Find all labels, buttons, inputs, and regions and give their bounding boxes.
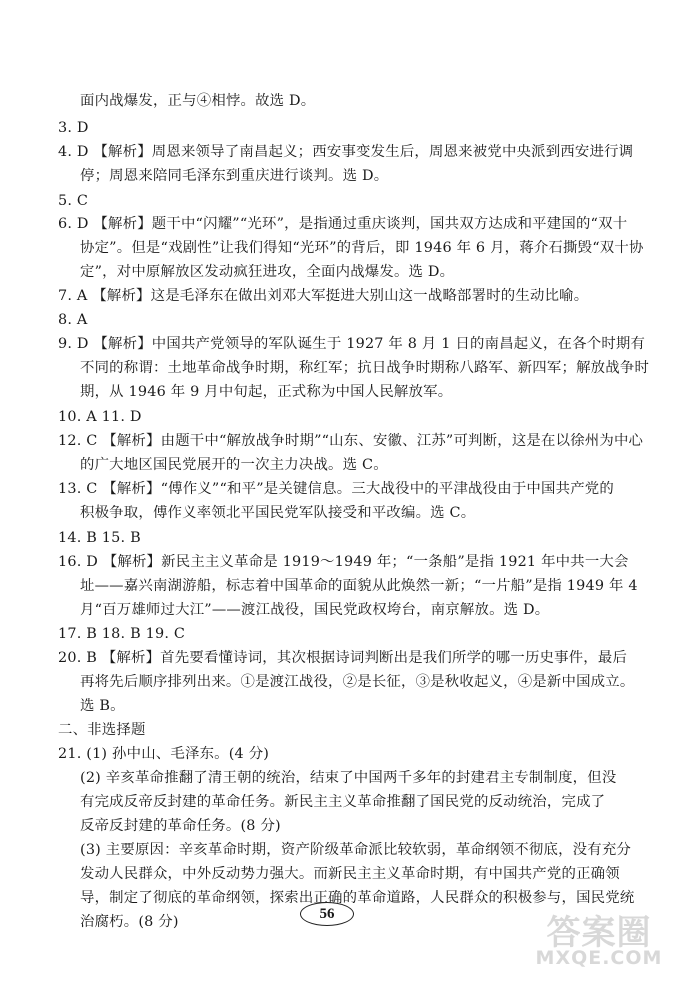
text-line: 面内战爆发，正与④相悖。故选 D。 [80, 93, 316, 109]
text-line: (2) 辛亥革命推翻了清王朝的统治，结束了中国两千多年的封建君主专制制度，但没 [80, 770, 617, 786]
watermark-logo [535, 905, 663, 971]
page-number: 56 [300, 902, 354, 926]
text-line: 址——嘉兴南湖游船，标志着中国革命的面貌从此焕然一新；“一片船”是指 1949 年 4 [80, 578, 638, 594]
text-line: 有完成反帝反封建的革命任务。新民主主义革命推翻了国民党的反动统治，完成了 [80, 794, 606, 810]
text-line: 发动人民群众，中外反动势力强大。而新民主主义革命时期，有中国共产党的正确领 [80, 866, 620, 882]
text-line: 协定”。但是“戏剧性”让我们得知“光环”的背后，即 1946 年 6 月，蒋介石撕毁“双十协 [80, 240, 644, 256]
text-line: 14. B 15. B [58, 530, 141, 546]
text-line: 的广大地区国民党展开的一次主力决战。选 C。 [80, 457, 388, 473]
section-heading: 二、非选择题 [58, 722, 146, 738]
text-line: 治腐朽。(8 分) [80, 914, 179, 930]
text-line: 8. A [58, 312, 88, 328]
text-line: 反帝反封建的革命任务。(8 分) [80, 818, 281, 834]
text-line: 9. D 【解析】中国共产党领导的军队诞生于 1927 年 8 月 1 日的南昌起义，在各个时期有 [58, 336, 646, 352]
text-line: 积极争取，傅作义率领北平国民党军队接受和平改编。选 C。 [80, 505, 476, 521]
text-line: 月“百万雄师过大江”——渡江战役，国民党政权垮台，南京解放。选 D。 [80, 602, 550, 618]
text-line: 4. D 【解析】周恩来领导了南昌起义；西安事变发生后，周恩来被党中央派到西安进行调 [58, 144, 634, 160]
text-line: 选 B。 [80, 698, 125, 714]
text-line: 6. D 【解析】题干中“闪耀”“光环”，是指通过重庆谈判，国共双方达成和平建国的“双十 [58, 216, 628, 232]
text-line: 停；周恩来陪同毛泽东到重庆进行谈判。选 D。 [80, 168, 389, 184]
text-line: 5. C [58, 193, 89, 209]
text-line: (3) 主要原因：辛亥革命时期，资产阶级革命派比较软弱，革命纲领不彻底，没有充分 [80, 842, 632, 858]
text-line: 17. B 18. B 19. C [58, 626, 186, 642]
text-line: 7. A 【解析】这是毛泽东在做出刘邓大军挺进大别山这一战略部署时的生动比喻。 [58, 288, 589, 304]
text-line: 21. (1) 孙中山、毛泽东。(4 分) [58, 746, 270, 762]
text-line: 定”，对中原解放区发动疯狂进攻，全面内战爆发。选 D。 [80, 264, 455, 280]
watermark-cn: 答案圈 [546, 913, 652, 953]
text-line: 导，制定了彻底的革命纲领，探索出正确的革命道路，人民群众的积极参与，国民党统 [80, 890, 635, 906]
text-line: 16. D 【解析】新民主主义革命是 1919～1949 年；“一条船”是指 1921 年中共一大会 [58, 554, 629, 570]
text-line: 不同的称谓：土地革命战争时期，称红军；抗日战争时期称八路军、新四军；解放战争时 [80, 360, 650, 376]
text-line: 再将先后顺序排列出来。①是渡江战役，②是长征，③是秋收起义，④是新中国成立。 [80, 674, 635, 690]
text-line: 10. A 11. D [58, 409, 142, 425]
text-line: 13. C 【解析】“傅作义”“和平”是关键信息。三大战役中的平津战役由于中国共产党的 [58, 481, 614, 497]
watermark-en: MXQE.COM [535, 947, 663, 969]
text-line: 20. B 【解析】首先要看懂诗词，其次根据诗词判断出是我们所学的哪一历史事件，最后 [58, 650, 628, 666]
text-line: 12. C 【解析】由题干中“解放战争时期”“山东、安徽、江苏”可判断，这是在以徐州为中心 [58, 433, 644, 449]
text-line: 期，从 1946 年 9 月中旬起，正式称为中国人民解放军。 [80, 384, 453, 400]
text-line: 3. D [58, 120, 89, 136]
